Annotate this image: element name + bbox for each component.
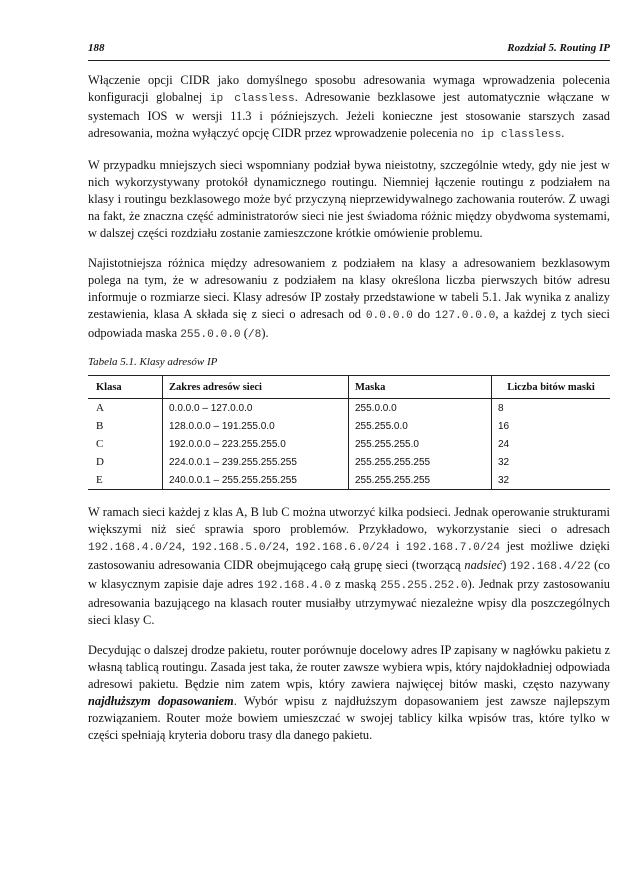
page-body bbox=[88, 72, 610, 757]
column-header-mask: Maska bbox=[349, 376, 492, 399]
page-number: 188 bbox=[88, 42, 105, 54]
paragraph-longest-match: Decydując o dalszej drodze pakietu, router porównuje docelowy adres IP zapisany w nagłówku pakietu z własną tablicą routingu. Zasada jest taka, że router zawsze wybiera wpis, który najdokładniej odpowiada adresowi pakietu. Będzie nim zatem wpis, który zawiera najwięcej bitów maski, często nazywany najdłuższym dopasowaniem. Wybór wpisu z najdłuższym dopasowaniem jest zawsze najlepszym rozwiązaniem. Router może bowiem umieszczać w swojej tablicy kilka wpisów tras, które tylko w części spełniają kryteria doboru trasy dla danego pakietu. bbox=[88, 643, 610, 742]
code-no-ip-classless: no ip classless bbox=[460, 129, 562, 141]
column-header-class: Klasa bbox=[88, 376, 163, 399]
ip-classes-table bbox=[88, 375, 610, 490]
paragraph-small-networks: W przypadku mniejszych sieci wspomniany podział bywa nieistotny, szczególnie wtedy, gdy nie jest w nich wykorzystywany protokół dynamicznego routingu. Niemniej łączenie routingu z podziałem na klasy i routingu bezklasowego może być przyczyną nieprzewidywalnego zachowania routerów. Z uwagi na fakt, że znaczna część administratorów sieci nie jest świadoma różnic między obydwoma systemami, w dalszej części rozdziału zostanie zamieszczone krótkie omówienie problemu. bbox=[88, 158, 610, 240]
column-header-mask-bits: Liczba bitów maski bbox=[492, 376, 611, 399]
column-header-range: Zakres adresów sieci bbox=[163, 376, 349, 399]
code-ip-classless: ip classless bbox=[209, 93, 295, 105]
running-header bbox=[88, 42, 610, 58]
paragraph-cidr-option: Włączenie opcji CIDR jako domyślnego sposobu adresowania wymaga wprowadzenia polecenia konfiguracji globalnej ip classless. Adresowanie bezklasowe jest automatycznie włączane w systemach IOS w wersji 11.3 i późniejszych. Jeżeli konieczne jest stosowanie starszych zasad adresowania, można wyłączyć opcję CIDR przez wprowadzenie polecenia no ip classless. bbox=[88, 73, 610, 141]
paragraph-subnets-supernet: W ramach sieci każdej z klas A, B lub C można utworzyć kilka podsieci. Jednak operowanie strukturami większymi niż sieć sprawia sporo problemów. Przykładowo, wykorzystanie sieci o adresach 192.168.4.0/24, 192.168.5.0/24, 192.168.6.0/24 i 192.168.7.0/24 jest możliwe dzięki zastosowaniu adresowania CIDR obejmującego całą grupę sieci (tworzącą nadsieć) 192.168.4/22 (co w klasycznym zapisie daje adres 192.168.4.0 z maską 255.255.252.0). Jednak przy zastosowaniu adresowania bazującego na klasach router musiałby utrzymywać niezależne wpisy dla poszczególnych sieci klasy C. bbox=[88, 505, 610, 627]
table-row: E 240.0.0.1 – 255.255.255.255 255.255.255.255 32 bbox=[88, 471, 610, 490]
chapter-title: Rozdział 5. Routing IP bbox=[507, 42, 610, 54]
table-caption: Tabela 5.1. Klasy adresów IP bbox=[88, 356, 218, 368]
paragraph-classful-difference: Najistotniejsza różnica między adresowaniem z podziałem na klasy a adresowaniem bezklasowym polega na tym, że w adresowaniu z podziałem na klasy określona liczba pierwszych bitów adresu informuje o rozmiarze sieci. Klasy adresów IP zostały przedstawione w tabeli 5.1. Jak wynika z analizy zestawienia, klasa A składa się z sieci o adresach od 0.0.0.0 do 127.0.0.0, a każdej z tych sieci odpowiada maska 255.0.0.0 (/8). bbox=[88, 256, 610, 341]
table-row: C 192.0.0.0 – 223.255.255.0 255.255.255.0 24 bbox=[88, 435, 610, 453]
header-rule bbox=[88, 60, 610, 61]
term-longest-match: najdłuższym dopasowaniem bbox=[88, 694, 234, 708]
table-row: A 0.0.0.0 – 127.0.0.0 255.0.0.0 8 bbox=[88, 399, 610, 418]
table-row: B 128.0.0.0 – 191.255.0.0 255.255.0.0 16 bbox=[88, 417, 610, 435]
table-row: D 224.0.0.1 – 239.255.255.255 255.255.255.255 32 bbox=[88, 453, 610, 471]
table-header-row bbox=[88, 376, 610, 399]
term-nadsiec: nadsieć bbox=[464, 558, 503, 572]
